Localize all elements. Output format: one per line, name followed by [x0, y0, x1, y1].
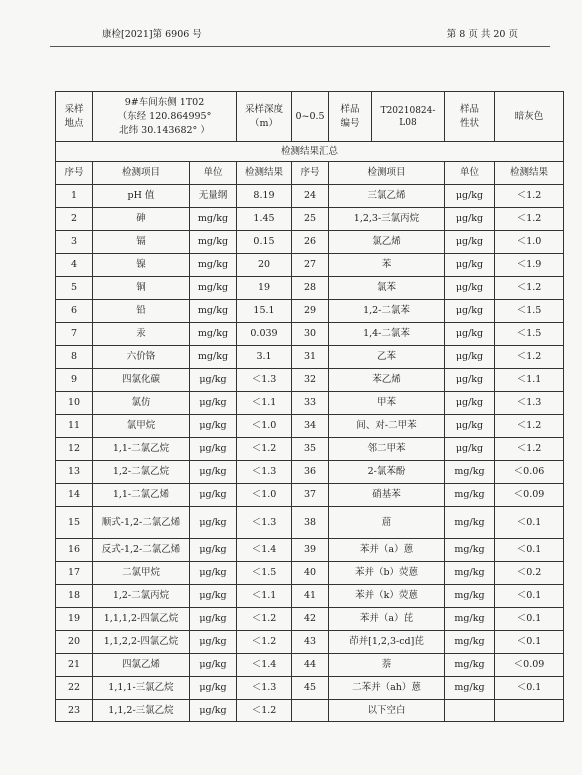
result-cell: ＜1.0	[495, 231, 564, 254]
unit-cell: mg/kg	[445, 677, 495, 700]
item-cell: 1,1-二氯乙烷	[93, 438, 190, 461]
seq-cell: 1	[56, 185, 93, 208]
item-cell: 1,1,1-三氯乙烷	[93, 677, 190, 700]
result-cell: ＜0.1	[495, 608, 564, 631]
item-cell: 1,1,2,2-四氯乙烷	[93, 631, 190, 654]
unit-cell: μg/kg	[190, 562, 237, 585]
item-cell: 氯苯	[329, 277, 445, 300]
seq-cell: 34	[292, 415, 329, 438]
table-row	[56, 300, 564, 323]
unit-cell: μg/kg	[190, 438, 237, 461]
result-cell: 3.1	[237, 346, 292, 369]
seq-cell: 21	[56, 654, 93, 677]
seq-cell: 18	[56, 585, 93, 608]
summary-title-row	[56, 142, 564, 162]
col-seq-right: 序号	[292, 162, 329, 185]
table-row	[56, 585, 564, 608]
unit-cell: μg/kg	[445, 415, 495, 438]
unit-cell: μg/kg	[190, 700, 237, 722]
item-cell: 1,1,2-三氯乙烷	[93, 700, 190, 722]
result-cell: ＜1.2	[495, 185, 564, 208]
result-cell: ＜0.1	[495, 585, 564, 608]
result-cell: ＜1.2	[495, 415, 564, 438]
unit-cell: mg/kg	[445, 631, 495, 654]
unit-cell: μg/kg	[190, 461, 237, 484]
result-cell: ＜1.3	[237, 369, 292, 392]
unit-cell: μg/kg	[445, 300, 495, 323]
item-cell: 苯并（a）蒽	[329, 539, 445, 562]
item-cell: 1,2-二氯乙烷	[93, 461, 190, 484]
unit-cell: mg/kg	[445, 539, 495, 562]
table-row	[56, 539, 564, 562]
result-cell: ＜0.1	[495, 507, 564, 539]
item-cell: 1,4-二氯苯	[329, 323, 445, 346]
seq-cell: 19	[56, 608, 93, 631]
depth-value: 0~0.5	[292, 92, 329, 142]
col-item-right: 检测项目	[329, 162, 445, 185]
unit-cell: mg/kg	[190, 277, 237, 300]
results-table	[55, 91, 564, 722]
item-cell: 三氯乙烯	[329, 185, 445, 208]
table-row	[56, 415, 564, 438]
seq-cell: 40	[292, 562, 329, 585]
result-cell: 20	[237, 254, 292, 277]
item-cell: 氯乙烯	[329, 231, 445, 254]
item-cell: 氯仿	[93, 392, 190, 415]
result-cell: ＜1.4	[237, 654, 292, 677]
unit-cell: μg/kg	[190, 392, 237, 415]
unit-cell: mg/kg	[445, 507, 495, 539]
summary-title: 检测结果汇总	[56, 142, 564, 162]
item-cell: 四氯乙烯	[93, 654, 190, 677]
unit-cell: μg/kg	[445, 392, 495, 415]
seq-cell: 26	[292, 231, 329, 254]
item-cell: 顺式-1,2-二氯乙烯	[93, 507, 190, 539]
result-cell: ＜0.1	[495, 539, 564, 562]
result-cell	[495, 700, 564, 722]
page-indicator: 第 8 页 共 20 页	[446, 29, 518, 40]
col-result-left: 检测结果	[237, 162, 292, 185]
unit-cell: μg/kg	[445, 323, 495, 346]
result-cell: ＜1.2	[495, 277, 564, 300]
unit-cell: μg/kg	[445, 231, 495, 254]
item-cell: 硝基苯	[329, 484, 445, 507]
seq-cell: 37	[292, 484, 329, 507]
seq-cell: 17	[56, 562, 93, 585]
seq-cell: 7	[56, 323, 93, 346]
result-cell: ＜1.2	[495, 346, 564, 369]
seq-cell: 30	[292, 323, 329, 346]
table-row	[56, 700, 564, 722]
seq-cell: 13	[56, 461, 93, 484]
item-cell: 氯甲烷	[93, 415, 190, 438]
col-result-right: 检测结果	[495, 162, 564, 185]
unit-cell: μg/kg	[445, 254, 495, 277]
unit-cell	[445, 700, 495, 722]
table-row	[56, 608, 564, 631]
result-cell: ＜1.0	[237, 415, 292, 438]
seq-cell: 24	[292, 185, 329, 208]
sample-info-row	[56, 92, 564, 142]
result-cell: ＜1.3	[237, 507, 292, 539]
item-cell: 2-氯苯酚	[329, 461, 445, 484]
sample-no-label: 样品 编号	[329, 92, 372, 141]
col-item-left: 检测项目	[93, 162, 190, 185]
item-cell: 四氯化碳	[93, 369, 190, 392]
result-cell: ＜0.2	[495, 562, 564, 585]
item-cell: 砷	[93, 208, 190, 231]
unit-cell: μg/kg	[190, 484, 237, 507]
result-cell: ＜1.3	[237, 461, 292, 484]
item-cell: 铅	[93, 300, 190, 323]
item-cell: 䓛	[329, 507, 445, 539]
result-cell: ＜1.1	[237, 585, 292, 608]
item-cell: 以下空白	[329, 700, 445, 722]
depth-label: 采样深度 （m）	[237, 92, 292, 142]
result-cell: ＜1.2	[495, 208, 564, 231]
item-cell: 苯乙烯	[329, 369, 445, 392]
table-row	[56, 185, 564, 208]
result-cell: ＜1.5	[495, 300, 564, 323]
seq-cell: 15	[56, 507, 93, 539]
seq-cell: 10	[56, 392, 93, 415]
item-cell: 1,2-二氯苯	[329, 300, 445, 323]
item-cell: 苯并（a）芘	[329, 608, 445, 631]
unit-cell: 无量纲	[190, 185, 237, 208]
unit-cell: mg/kg	[445, 461, 495, 484]
result-cell: ＜0.1	[495, 677, 564, 700]
unit-cell: mg/kg	[445, 562, 495, 585]
seq-cell: 23	[56, 700, 93, 722]
unit-cell: μg/kg	[190, 677, 237, 700]
result-cell: ＜1.0	[237, 484, 292, 507]
seq-cell: 3	[56, 231, 93, 254]
seq-cell: 43	[292, 631, 329, 654]
unit-cell: μg/kg	[190, 585, 237, 608]
item-cell: 茚并[1,2,3-cd]芘	[329, 631, 445, 654]
nature-label: 样品 性状	[445, 92, 495, 142]
item-cell: 萘	[329, 654, 445, 677]
unit-cell: mg/kg	[190, 231, 237, 254]
item-cell: 反式-1,2-二氯乙烯	[93, 539, 190, 562]
unit-cell: mg/kg	[445, 484, 495, 507]
item-cell: pH 值	[93, 185, 190, 208]
unit-cell: μg/kg	[190, 415, 237, 438]
unit-cell: mg/kg	[190, 208, 237, 231]
seq-cell: 4	[56, 254, 93, 277]
table-row	[56, 346, 564, 369]
result-cell: ＜1.5	[495, 323, 564, 346]
seq-cell: 6	[56, 300, 93, 323]
unit-cell: μg/kg	[190, 507, 237, 539]
seq-cell: 38	[292, 507, 329, 539]
seq-cell: 39	[292, 539, 329, 562]
item-cell: 1,2-二氯丙烷	[93, 585, 190, 608]
unit-cell: mg/kg	[190, 323, 237, 346]
seq-cell: 14	[56, 484, 93, 507]
result-cell: ＜1.2	[237, 438, 292, 461]
header-divider	[50, 46, 550, 47]
item-cell: 汞	[93, 323, 190, 346]
col-unit-right: 单位	[445, 162, 495, 185]
result-cell: ＜0.09	[495, 484, 564, 507]
unit-cell: mg/kg	[445, 654, 495, 677]
result-cell: ＜1.1	[495, 369, 564, 392]
seq-cell: 20	[56, 631, 93, 654]
result-cell: ＜1.2	[495, 438, 564, 461]
unit-cell: mg/kg	[445, 608, 495, 631]
result-cell: ＜1.3	[495, 392, 564, 415]
seq-cell: 29	[292, 300, 329, 323]
unit-cell: μg/kg	[445, 208, 495, 231]
item-cell: 苯并（k）荧蒽	[329, 585, 445, 608]
table-row	[56, 631, 564, 654]
item-cell: 1,1-二氯乙烯	[93, 484, 190, 507]
table-row	[56, 484, 564, 507]
seq-cell: 16	[56, 539, 93, 562]
sample-no-cell	[329, 92, 445, 142]
unit-cell: mg/kg	[190, 300, 237, 323]
unit-cell: μg/kg	[190, 654, 237, 677]
item-cell: 1,2,3-三氯丙烷	[329, 208, 445, 231]
result-cell: ＜1.5	[237, 562, 292, 585]
result-cell: ＜0.1	[495, 631, 564, 654]
table-row	[56, 231, 564, 254]
table-row	[56, 507, 564, 539]
item-cell: 二苯并（ah）蒽	[329, 677, 445, 700]
unit-cell: μg/kg	[190, 608, 237, 631]
seq-cell: 28	[292, 277, 329, 300]
unit-cell: mg/kg	[445, 585, 495, 608]
table-row	[56, 438, 564, 461]
seq-cell: 36	[292, 461, 329, 484]
seq-cell: 31	[292, 346, 329, 369]
item-cell: 苯并（b）荧蒽	[329, 562, 445, 585]
sample-no-value: T20210824-L08	[380, 105, 436, 128]
seq-cell: 12	[56, 438, 93, 461]
site-label: 采样 地点	[56, 92, 93, 142]
result-cell: ＜0.06	[495, 461, 564, 484]
report-number: 康检[2021]第 6906 号	[102, 29, 202, 40]
nature-value: 暗灰色	[495, 92, 564, 142]
seq-cell: 25	[292, 208, 329, 231]
result-cell: 15.1	[237, 300, 292, 323]
item-cell: 邻二甲苯	[329, 438, 445, 461]
seq-cell: 5	[56, 277, 93, 300]
seq-cell: 35	[292, 438, 329, 461]
seq-cell: 45	[292, 677, 329, 700]
unit-cell: μg/kg	[190, 539, 237, 562]
result-cell: 1.45	[237, 208, 292, 231]
item-cell: 二氯甲烷	[93, 562, 190, 585]
unit-cell: μg/kg	[445, 185, 495, 208]
seq-cell: 32	[292, 369, 329, 392]
column-header-row	[56, 162, 564, 185]
result-cell: ＜1.4	[237, 539, 292, 562]
unit-cell: μg/kg	[445, 346, 495, 369]
site-value: 9#车间东侧 1T02 （东经 120.864995° 北纬 30.143682° ）	[93, 92, 237, 142]
seq-cell	[292, 700, 329, 722]
col-seq-left: 序号	[56, 162, 93, 185]
unit-cell: μg/kg	[445, 277, 495, 300]
table-row	[56, 461, 564, 484]
item-cell: 1,1,1,2-四氯乙烷	[93, 608, 190, 631]
seq-cell: 44	[292, 654, 329, 677]
unit-cell: mg/kg	[190, 346, 237, 369]
item-cell: 镍	[93, 254, 190, 277]
seq-cell: 8	[56, 346, 93, 369]
seq-cell: 33	[292, 392, 329, 415]
result-cell: 0.039	[237, 323, 292, 346]
item-cell: 间、对-二甲苯	[329, 415, 445, 438]
item-cell: 乙苯	[329, 346, 445, 369]
table-row	[56, 208, 564, 231]
seq-cell: 22	[56, 677, 93, 700]
table-row	[56, 654, 564, 677]
col-unit-left: 单位	[190, 162, 237, 185]
seq-cell: 9	[56, 369, 93, 392]
result-cell: ＜1.3	[237, 677, 292, 700]
result-cell: ＜1.2	[237, 631, 292, 654]
table-row	[56, 392, 564, 415]
table-row	[56, 677, 564, 700]
seq-cell: 11	[56, 415, 93, 438]
table-row	[56, 562, 564, 585]
item-cell: 苯	[329, 254, 445, 277]
seq-cell: 41	[292, 585, 329, 608]
table-row	[56, 277, 564, 300]
result-cell: 19	[237, 277, 292, 300]
item-cell: 铜	[93, 277, 190, 300]
unit-cell: μg/kg	[190, 631, 237, 654]
seq-cell: 42	[292, 608, 329, 631]
item-cell: 六价铬	[93, 346, 190, 369]
unit-cell: μg/kg	[445, 438, 495, 461]
result-cell: ＜1.1	[237, 392, 292, 415]
item-cell: 镉	[93, 231, 190, 254]
result-cell: 0.15	[237, 231, 292, 254]
seq-cell: 27	[292, 254, 329, 277]
unit-cell: mg/kg	[190, 254, 237, 277]
table-row	[56, 369, 564, 392]
unit-cell: μg/kg	[190, 369, 237, 392]
table-row	[56, 254, 564, 277]
table-row	[56, 323, 564, 346]
result-cell: ＜1.9	[495, 254, 564, 277]
result-cell: ＜0.09	[495, 654, 564, 677]
item-cell: 甲苯	[329, 392, 445, 415]
unit-cell: μg/kg	[445, 369, 495, 392]
result-cell: ＜1.2	[237, 608, 292, 631]
result-cell: 8.19	[237, 185, 292, 208]
result-cell: ＜1.2	[237, 700, 292, 722]
seq-cell: 2	[56, 208, 93, 231]
